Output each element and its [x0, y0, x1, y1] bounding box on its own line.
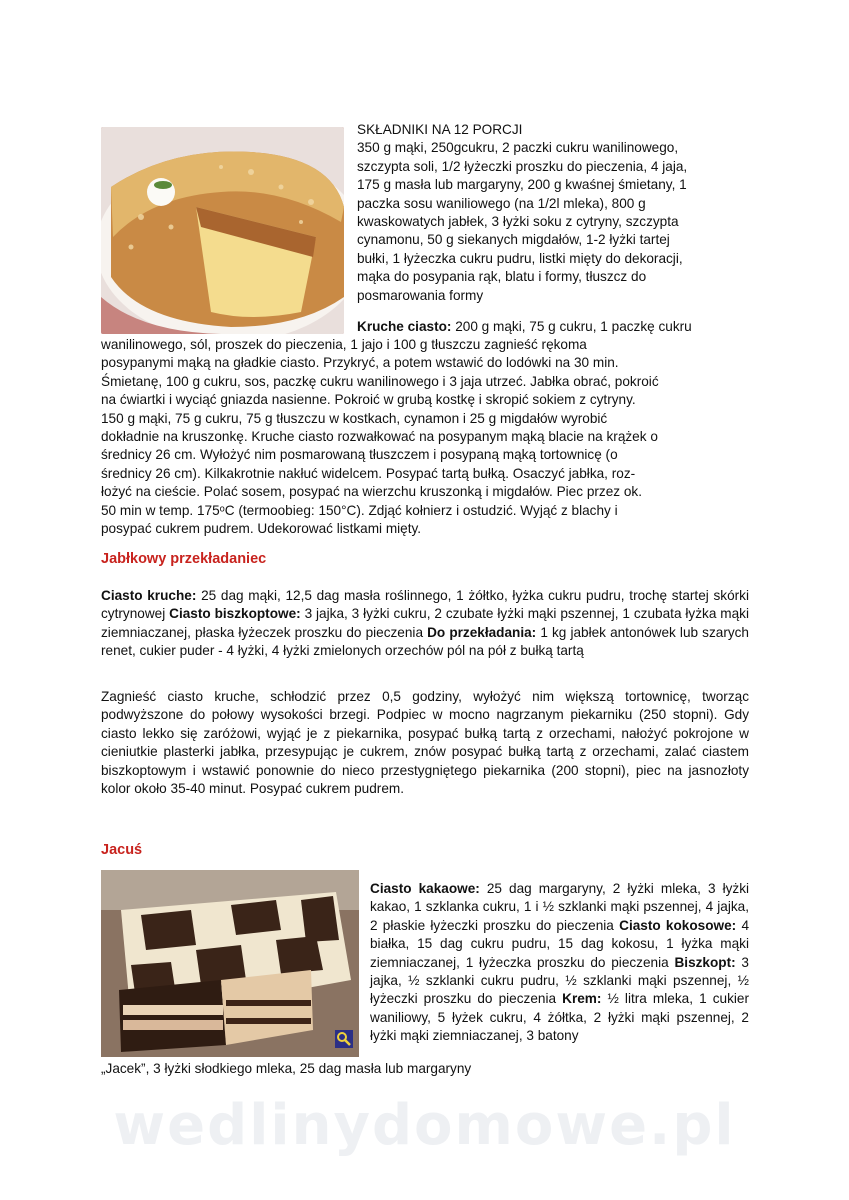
method-line: na ćwiartki i wyciąć gniazda nasienne. Pokroić w grubą kostkę i skropić sokiem z cytryny.	[101, 392, 636, 408]
recipe1-method	[101, 336, 749, 538]
ingredients-line: szczypta soli, 1/2 łyżeczki proszku do pieczenia, 4 jaja,	[357, 158, 688, 174]
apple-cake-photo	[101, 127, 344, 334]
recipe2-instructions: Zagnieść ciasto kruche, schłodzić przez 0,5 godziny, wyłożyć nim większą tortownicę, tworząc podwyższone do połowy wysokości brzegi. Podpiec w mocno nagrzanym piekarniku (250 stopni). Gdy ciasto lekko się zaróżowi, wyjąć je z piekarnika, posypać bułką tartą z orzechami, nałożyć pokrojone w cieniutkie plasterki jabłka, przesypując je cukrem, znów posypać bułką tartą z orzechami, zalać ciastem biszkoptowym i wstawić ponownie do nieco przestygniętego piekarnika (200 stopni), piec na jasnozłoty kolor około 35-40 minut. Posypać cukrem pudrem.	[101, 689, 749, 797]
watermark: wedlinydomowe.pl	[113, 1093, 736, 1158]
ingredients-line: kwaskowatych jabłek, 3 łyżki soku z cytryny, szczypta	[357, 214, 679, 230]
ingredients-line: 175 g masła lub margaryny, 200 g kwaśnej śmietany, 1	[357, 177, 687, 193]
recipe3-last-line: „Jacek”, 3 łyżki słodkiego mleka, 25 dag masła lub margaryny	[101, 1061, 472, 1076]
method-line: łożyć na cieście. Polać sosem, posypać na wierzchu kruszonką i migdałów. Piec przez ok.	[101, 484, 642, 500]
recipe3-ingredients	[370, 880, 749, 1046]
do-przekladania-text: 1 kg jabłek antonówek lub szarych renet, cukier puder - 4 łyżki, 4 łyżki zmielonych orzechów pól na pół z bułką tartą	[101, 624, 749, 659]
ingredients-line: bułki, 1 łyżeczka cukru pudru, listki mięty do dekoracji,	[357, 250, 683, 266]
do-przekladania-label: Do przekładania:	[427, 624, 537, 640]
krem-text: ½ litra mleka, 1 cukier waniliowy, 5 łyżek cukru, 4 żółtka, 2 łyżki mąki pszennej, 2 łyżki mąki ziemniaczanej, 3 batony	[370, 991, 749, 1044]
biszkopt-label: Biszkopt:	[674, 954, 736, 970]
kruche-ciasto-first-line	[357, 318, 749, 336]
krem-label: Krem:	[562, 991, 602, 1007]
method-line: 50 min w temp. 175ᵒC (termoobieg: 150°C). Zdjąć kołnierz i ostudzić. Wyjąć z blachy i	[101, 502, 618, 518]
biszkopt-text: 3 jajka, ½ szklanki cukru pudru, ½ szklanki mąki pszennej, ½ łyżeczki proszku do pieczenia	[370, 954, 749, 1007]
method-line: Śmietanę, 100 g cukru, sos, paczkę cukru wanilinowego i 3 jaja utrzeć. Jabłka obrać, pokroić	[101, 373, 659, 389]
ingredients-line: 350 g mąki, 250gcukru, 2 paczki cukru wanilinowego,	[357, 140, 679, 156]
ciasto-kruche-text: 25 dag mąki, 12,5 dag masła roślinnego, 1 żółtko, łyżka cukru pudru, trochę startej skórki cytrynowej	[101, 588, 749, 622]
recipe2-ingredients	[101, 587, 749, 661]
ingredients-line: posmarowania formy	[357, 287, 484, 303]
ciasto-biszkoptowe-text: 3 jajka, 3 łyżki cukru, 2 czubate łyżki mąki pszennej, 1 czubata łyżka mąki ziemniaczanej, płaska łyżeczek proszku do pieczenia	[101, 606, 749, 640]
method-line: posypać cukrem pudrem. Udekorować listkami mięty.	[101, 521, 422, 537]
method-line: średnicy 26 cm. Wyłożyć nim posmarowaną tłuszczem i posypaną mąką tortownicę (o	[101, 447, 618, 463]
method-line: średnicy 26 cm). Kilkakrotnie nakłuć widelcem. Posypać tartą bułką. Osaczyć jabłka, roz-	[101, 465, 636, 481]
ingredients-title: SKŁADNIKI NA 12 PORCJI	[357, 122, 523, 137]
method-line: 150 g mąki, 75 g cukru, 75 g tłuszczu w kostkach, cynamon i 25 g migdałów wyrobić	[101, 410, 608, 426]
method-line: posypanymi mąką na gładkie ciasto. Przykryć, a potem wstawić do lodówki na 30 min.	[101, 355, 619, 371]
recipe2-title: Jabłkowy przekładaniec	[101, 551, 267, 567]
method-line: dokładnie na kruszonkę. Kruche ciasto rozwałkować na posypanym mąką blacie na krążek o	[101, 429, 658, 445]
method-line: wanilinowego, sól, proszek do pieczenia, 1 jajo i 100 g tłuszczu zagnieść rękoma	[101, 337, 587, 352]
recipe1-ingredients	[357, 121, 749, 305]
ciasto-biszkoptowe-label: Ciasto biszkoptowe:	[169, 606, 301, 622]
magnifier-icon[interactable]	[335, 1030, 353, 1048]
ciasto-kakaowe-label: Ciasto kakaowe:	[370, 881, 480, 896]
ciasto-kokosowe-label: Ciasto kokosowe:	[619, 917, 737, 933]
recipe3-title: Jacuś	[101, 842, 143, 858]
kruche-ciasto-text: 200 g mąki, 75 g cukru, 1 paczkę cukru	[451, 319, 692, 334]
ciasto-kakaowe-text: 25 dag margaryny, 2 łyżki mleka, 3 łyżki kakao, 1 szklanka cukru, 1 i ½ szklanki mąki pszennej, 4 jajka, 2 płaskie łyżeczki proszku do pieczenia	[370, 881, 750, 933]
ciasto-kokosowe-text: 4 białka, 15 dag cukru pudru, 15 dag kokosu, 1 łyżka mąki ziemniaczanej, 1 łyżeczka proszku do pieczenia	[370, 917, 749, 970]
kruche-ciasto-label: Kruche ciasto:	[357, 319, 452, 334]
ciasto-kruche-label: Ciasto kruche:	[101, 588, 197, 603]
ingredients-line: cynamonu, 50 g siekanych migdałów, 1-2 łyżki tartej	[357, 232, 670, 248]
jacus-cake-photo	[101, 870, 359, 1057]
ingredients-line: paczka sosu waniliowego (na 1/2l mleka), 800 g	[357, 195, 646, 211]
ingredients-line: mąka do posypania rąk, blatu i formy, tłuszcz do	[357, 269, 647, 285]
